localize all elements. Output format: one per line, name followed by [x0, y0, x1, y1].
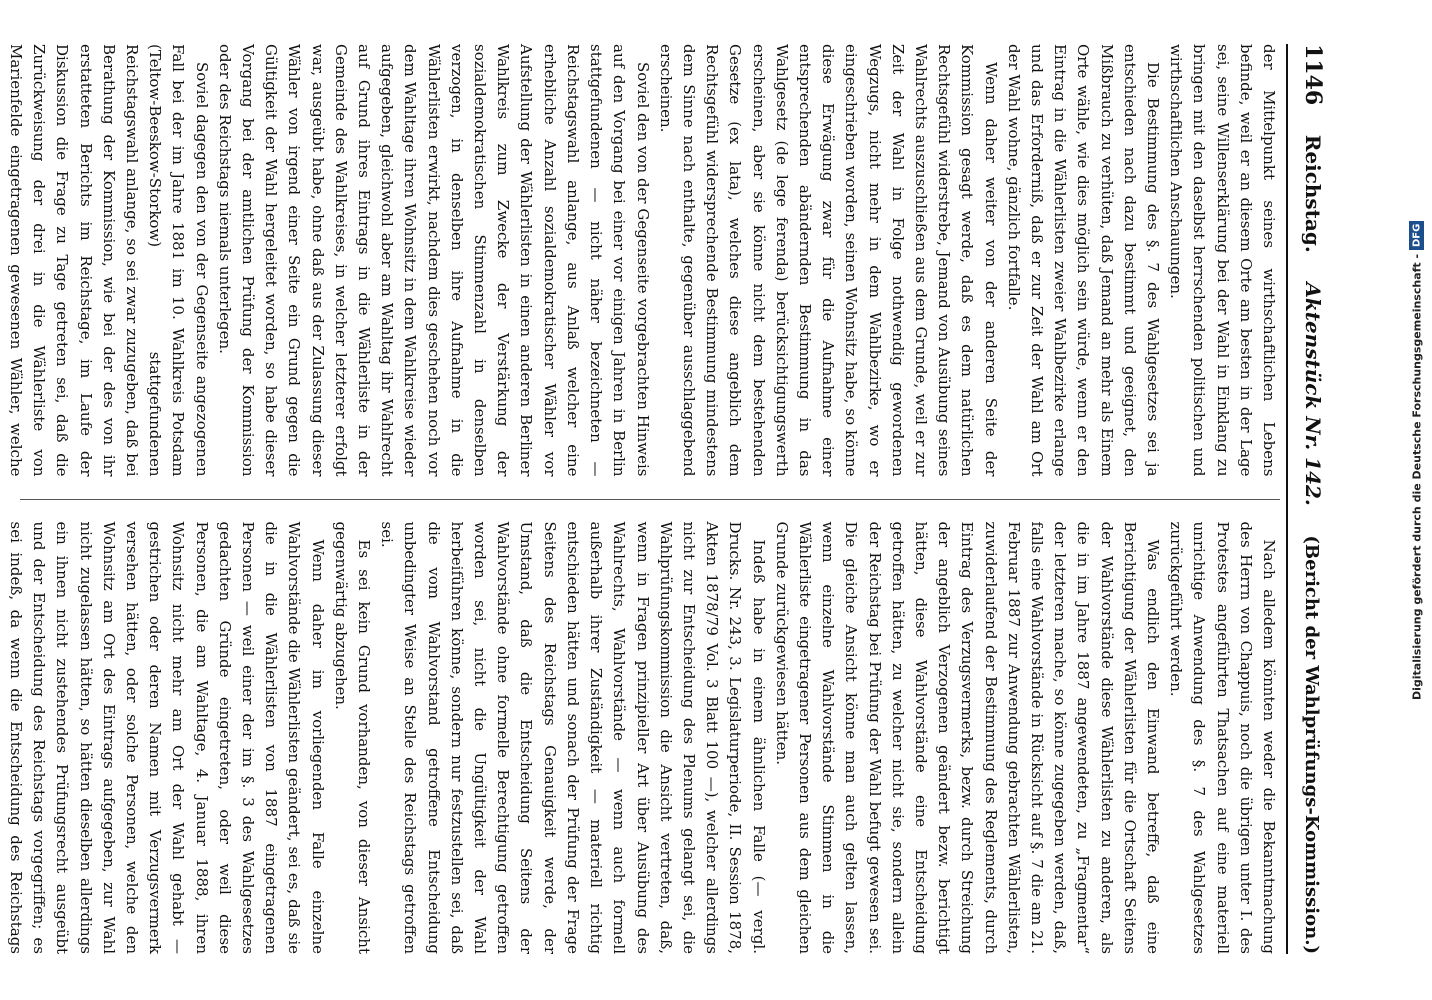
dfg-logo: DFG — [1410, 221, 1425, 250]
page-header — [1286, 44, 1326, 954]
paragraph: der Mittelpunkt seines wirthschaftlichen Lebens befinde, weil er an diesem Orte am besten in der Lage sei, seine Willenserklärung bei der Wahl in Einklang zu bringen mit den daselbst herrschenden politischen und wirthschaftlichen Anschauungen. — [1167, 44, 1278, 477]
page-number: 1146 — [1300, 44, 1326, 106]
paragraph: Nach alledem könnten weder die Bekanntmachung des Herrn von Chappuis, noch die übrigen unter I. des Protestes angeführten Thatsachen auf eine materiell unrichtige Anwendung des §. 7 des Wahlgesetzes zurückgeführt werden. — [1167, 521, 1278, 954]
left-column — [7, 44, 1280, 477]
text-columns — [7, 44, 1280, 954]
paragraph: Wenn daher weiter von der anderen Seite der Kommission gesagt werde, daß es dem natürlichen Rechtsgefühl widerstrebe, Jemand von Ausübung seines Wahlrechts auszuschließen aus dem Grunde, weil er zur Zeit der Wahl in Folge nothwendig gewordenen Wegzugs, nicht mehr in dem Wahlbezirke, wo er eingeschrieben worden, seinen Wohnsitz habe, so könne diese Erwägung zwar für die Aufnahme einer entsprechenden abändernden Bestimmung in das Wahlgesetz (de lege ferenda) berücksichtigungswerth erscheinen, aber sie könne nicht dem bestehenden Gesetze (ex lata), welches diese angeblich dem Rechtsgefühl widersprechende Bestimmung mindestens dem Sinne nach enthalte, gegenüber ausschlaggebend erscheinen. — [656, 44, 1000, 477]
right-column — [7, 521, 1280, 955]
paragraph: Es sei kein Grund vorhanden, von dieser Ansicht gegenwärtig abzugehen. — [331, 521, 374, 954]
paragraph: Wenn daher im vorliegenden Falle einzelne Wahlvorstände die Wählerlisten geändert, sei es, daß sie die in die Wählerlisten von 1887 eingetragenen Personen — weil einer der im §. 3 des Wahlgesetzes gedachten Gründe eingetreten, oder weil diese Personen, die am Wahltage, 4. Januar 1888, ihren Wohnsitz nicht mehr am Ort der Wahl gehabt — gestrichen oder deren Namen mit Verzugsvermerk versehen hätten, oder solche Personen, welche den Wohnsitz am Ort des Eintrags aufgegeben, zur Wahl nicht zugelassen hätten, so hätten dieselben allerdings ein ihnen nicht zustehendes Prüfungsrecht ausgeübt und der Entscheidung des Reichstags vorgegriffen; es sei indeß, da wenn die Entscheidung des Reichstags — [7, 521, 327, 954]
paragraph: Soviel dagegen den von der Gegenseite angezogenen Fall bei der im Jahre 1881 im 10. Wahlkreis Potsdam (Teltow-Beeskow-Storkow) stattgefundenen Reichstagswahl anlange, so sei zwar zuzugeben, daß bei Berathung der Kommission, wie bei der des von ihr erstatteten Berichts im Reichstage, im Laufe der Diskussion die Frage zu Tage getreten sei, daß die Zurückweisung der drei in die Wählerliste von Marienfelde eingetragenen gewesenen Wähler, welche — [7, 44, 211, 477]
paragraph: Was endlich den Einwand betreffe, daß eine Berichtigung der Wählerlisten für die Ortschaft Seitens der Wahlvorstände diese Wählerlisten zu anderen, als die in im Jahre 1887 angewendeten, zu „Fragmentar“ der letzteren mache, so könne zugegeben werden, daß, falls eine Wahlvorstände in Rücksicht auf §. 7 die am 21. Februar 1887 zur Anwendung gebrachten Wählerlisten, zuwiderlaufend der Bestimmung des Reglements, durch Eintrag des Verzugsvermerks, bezw. durch Streichung der angeblich Verzogenen geändert bezw. berichtigt hätten, diese Wahlvorstände eine Entscheidung getroffen hätten, zu welcher nicht sie, sondern allein der Reichstag bei Prüfung der Wahl befugt gewesen sei. Die gleiche Ansicht könne man auch gelten lassen, wenn einzelne Wahlvorstände Stimmen in die Wählerliste eingetragener Personen aus dem gleichen Grunde zurückgewiesen hätten. — [772, 521, 1162, 954]
digitization-notice — [1406, 10, 1428, 700]
column-divider — [20, 499, 1280, 500]
paragraph: Indeß habe in einem ähnlichen Falle (— vergl. Drucks. Nr. 243, 3. Legislaturperiode, II. Session 1878, Akten 1878/79 Vol. 3 Blatt 100 —), welcher allerdings nicht zur Entscheidung des Plenums gelangt sei, die Wahlprüfungskommission die Ansicht vertreten, daß, wenn in Fragen prinzipieller Art über Ausübung des Wahlrechts, Wahlvorstände — wenn auch formell außerhalb ihrer Zuständigkeit — materiell richtig entschieden hätten und sonach der Prüfung der Frage Seitens des Reichstags Genauigkeit werde, der Umstand, daß die Entscheidung Seitens der Wahlvorstände ohne formelle Berechtigung getroffen worden sei, nicht die Ungültigkeit der Wahl herbeiführen könne, sondern nur festzustellen sei, daß die vom Wahlvorstand getroffene Entscheidung unbedingter Weise an Stelle des Reichstags getroffen sei. — [378, 521, 768, 954]
document-number: Aktenstück Nr. 142. — [1301, 282, 1325, 506]
running-title: Reichstag. — [1301, 134, 1325, 253]
digitization-notice-text: Digitalisierung gefördert durch die Deutsche Forschungsgemeinschaft - — [1410, 253, 1424, 700]
section-title: (Bericht der Wahlprüfungs-Kommission.) — [1301, 535, 1322, 954]
paragraph: Die Bestimmung des §. 7 des Wahlgesetzes sei ja entschieden nach dazu bestimmt und geeignet, den Mißbrauch zu verhüten, daß Jemand an mehr als Einem Orte wähle, wie dies möglich sein würde, wenn er den Eintrag in die Wählerlisten zweier Wahlbezirke erlange und das Erforderniß, daß er zur Zeit der Wahl am Ort der Wahl wohne, gänzlich fortfalle. — [1004, 44, 1162, 477]
paragraph: Soviel den von der Gegenseite vorgebrachten Hinweis auf den Vorgang bei einer vor einigen Jahren in Berlin stattgefundenen — nicht näher bezeichneten — Reichstagswahl anlange, aus Anlaß welcher eine erhebliche Anzahl sozialdemokratischer Wähler vor Aufstellung der Wählerlisten in einen anderen Berliner Wahlkreis zum Zwecke der Verstärkung der sozialdemokratischen Stimmenzahl in denselben verzogen, in denselben ihre Aufnahme in die Wählerlisten erwirkt, nachdem dies geschehen noch vor dem Wahltage ihren Wohnsitz in dem Wahlkreise wieder aufgegeben, gleichwohl aber am Wahltag ihr Wahlrecht auf Grund ihres Eintrags in die Wählerliste in der Gemeinde des Wahlkreises, in welcher letzterer erfolgt war, ausgeübt habe, ohne daß aus der Zulassung dieser Wähler von irgend einer Seite ein Grund gegen die Gültigkeit der Wahl hergeleitet worden, so habe dieser Vorgang bei der amtlichen Prüfung der Kommission oder des Reichstags niemals unterlegen. — [215, 44, 652, 477]
